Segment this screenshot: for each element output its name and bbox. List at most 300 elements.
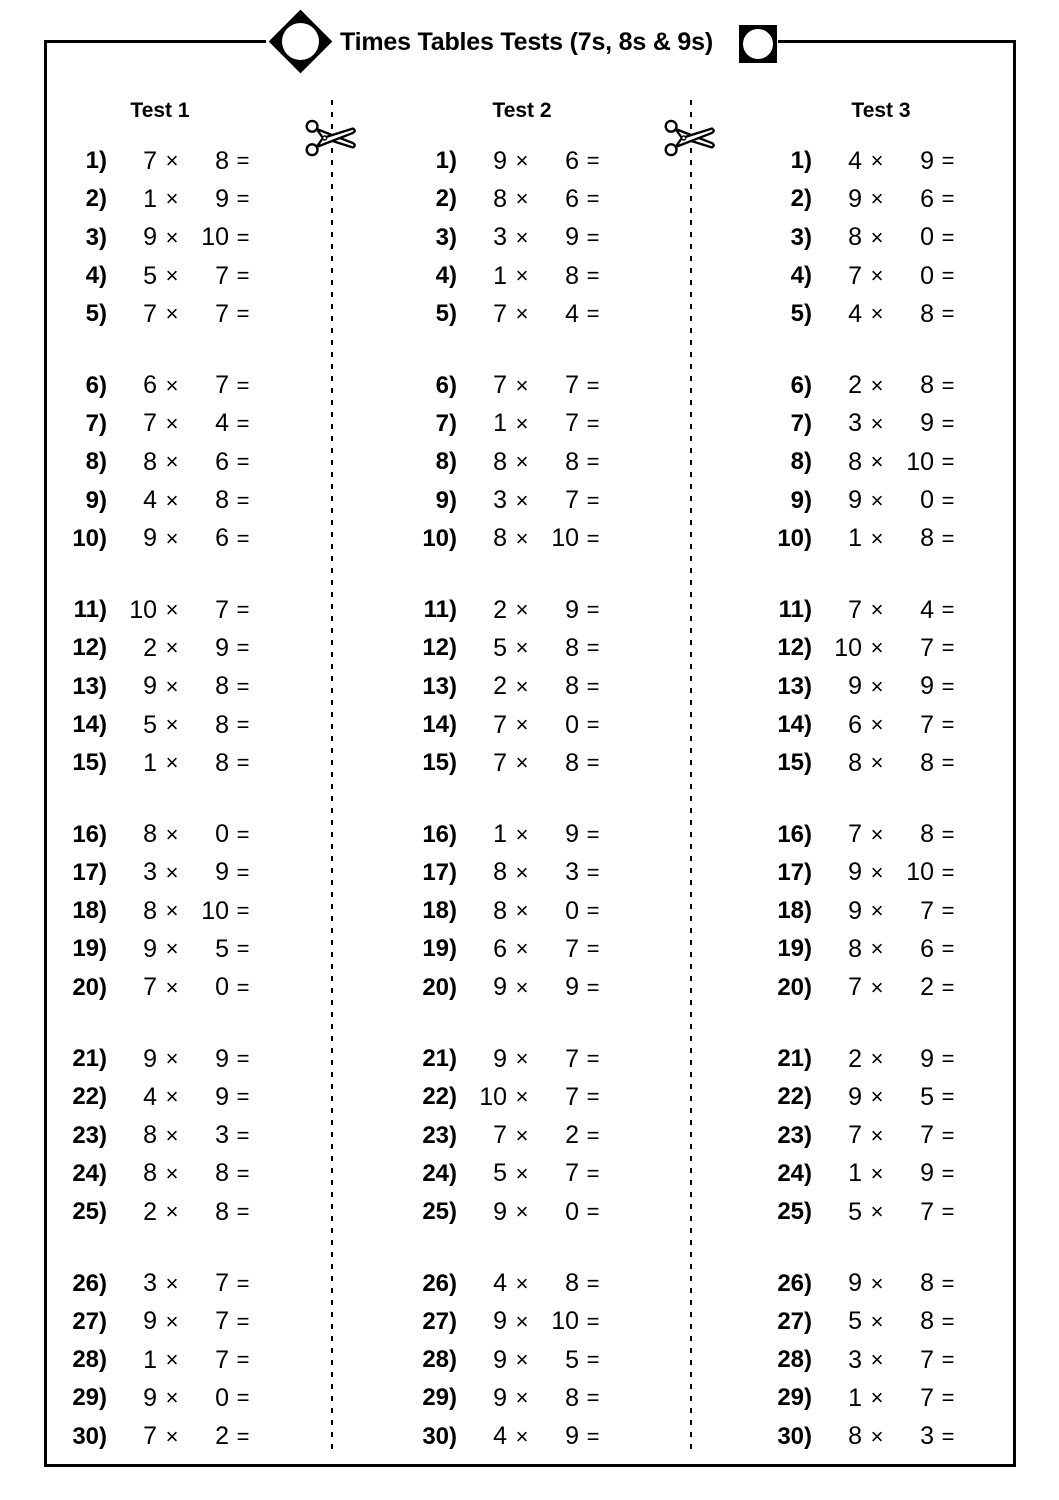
problem-row bbox=[760, 1303, 1000, 1341]
equals-sign: = bbox=[586, 1385, 600, 1411]
equals-sign: = bbox=[586, 224, 600, 250]
problem-row bbox=[760, 180, 1000, 218]
problem-number: 7) bbox=[790, 409, 812, 437]
answer-blank bbox=[255, 1121, 295, 1151]
operand-b: 9 bbox=[565, 820, 579, 849]
problem-row bbox=[405, 1379, 645, 1417]
operand-a: 8 bbox=[143, 820, 157, 849]
scissors-icon bbox=[663, 117, 717, 159]
times-icon: × bbox=[515, 1385, 529, 1411]
equals-sign: = bbox=[941, 525, 955, 551]
answer-blank bbox=[960, 261, 1000, 291]
operand-b: 4 bbox=[565, 299, 579, 328]
operand-a: 2 bbox=[143, 1197, 157, 1226]
answer-blank bbox=[960, 1197, 1000, 1227]
times-icon: × bbox=[870, 635, 884, 661]
problem-number: 24) bbox=[422, 1159, 457, 1187]
problem-number: 16) bbox=[72, 820, 107, 848]
equals-sign: = bbox=[941, 301, 955, 327]
times-icon: × bbox=[165, 712, 179, 737]
operand-b: 0 bbox=[215, 973, 229, 1002]
times-icon: × bbox=[870, 821, 884, 847]
operand-b: 3 bbox=[215, 1121, 229, 1150]
square-circle-icon-hole bbox=[743, 29, 773, 59]
times-icon: × bbox=[870, 1122, 884, 1148]
answer-blank bbox=[605, 973, 645, 1003]
times-icon: × bbox=[165, 449, 179, 475]
times-icon: × bbox=[870, 712, 884, 737]
problem-number: 2) bbox=[790, 185, 812, 213]
times-icon: × bbox=[515, 372, 529, 398]
operand-b: 5 bbox=[565, 1345, 579, 1374]
operand-a: 7 bbox=[848, 1121, 862, 1150]
operand-b: 10 bbox=[201, 223, 229, 252]
times-icon: × bbox=[515, 186, 529, 212]
problem-row bbox=[55, 706, 295, 744]
times-icon: × bbox=[515, 635, 529, 661]
equals-sign: = bbox=[236, 936, 250, 962]
operand-a: 9 bbox=[143, 223, 157, 252]
equals-sign: = bbox=[941, 410, 955, 436]
operand-a: 7 bbox=[848, 820, 862, 849]
operand-a: 9 bbox=[493, 1197, 507, 1226]
problem-row bbox=[760, 930, 1000, 968]
equals-sign: = bbox=[236, 673, 250, 699]
operand-a: 7 bbox=[143, 1422, 157, 1451]
equals-sign: = bbox=[236, 301, 250, 327]
problem-number: 10) bbox=[422, 524, 457, 552]
times-icon: × bbox=[870, 525, 884, 551]
problem-number: 16) bbox=[422, 820, 457, 848]
operand-b: 8 bbox=[215, 146, 229, 175]
problem-number: 26) bbox=[72, 1269, 107, 1297]
problem-number: 28) bbox=[422, 1346, 457, 1374]
equals-sign: = bbox=[586, 821, 600, 847]
problem-row bbox=[405, 219, 645, 257]
equals-sign: = bbox=[236, 1046, 250, 1072]
equals-sign: = bbox=[941, 750, 955, 776]
equals-sign: = bbox=[586, 1423, 600, 1449]
equals-sign: = bbox=[586, 1046, 600, 1072]
operand-a: 8 bbox=[848, 447, 862, 476]
problem-number: 12) bbox=[72, 634, 107, 662]
answer-blank bbox=[255, 1345, 295, 1375]
equals-sign: = bbox=[941, 1084, 955, 1110]
problem-number: 4) bbox=[435, 262, 457, 290]
equals-sign: = bbox=[941, 712, 955, 737]
equals-sign: = bbox=[941, 186, 955, 212]
equals-sign: = bbox=[586, 712, 600, 737]
operand-a: 8 bbox=[493, 524, 507, 553]
problem-row bbox=[55, 219, 295, 257]
operand-a: 9 bbox=[143, 1044, 157, 1073]
operand-a: 9 bbox=[848, 672, 862, 701]
times-icon: × bbox=[165, 1347, 179, 1373]
times-icon: × bbox=[870, 148, 884, 174]
equals-sign: = bbox=[586, 301, 600, 327]
times-icon: × bbox=[870, 936, 884, 962]
operand-a: 3 bbox=[143, 858, 157, 887]
equals-sign: = bbox=[236, 859, 250, 885]
answer-blank bbox=[960, 896, 1000, 926]
times-icon: × bbox=[515, 750, 529, 776]
answer-blank bbox=[960, 858, 1000, 888]
operand-a: 9 bbox=[143, 1383, 157, 1412]
problem-row bbox=[55, 591, 295, 629]
times-icon: × bbox=[515, 898, 529, 924]
equals-sign: = bbox=[941, 1199, 955, 1225]
operand-b: 7 bbox=[920, 633, 934, 662]
answer-blank bbox=[605, 748, 645, 778]
equals-sign: = bbox=[236, 1423, 250, 1449]
operand-a: 1 bbox=[493, 261, 507, 290]
problem-number: 20) bbox=[777, 973, 812, 1001]
equals-sign: = bbox=[941, 597, 955, 623]
problem-number: 14) bbox=[777, 711, 812, 738]
operand-b: 6 bbox=[565, 184, 579, 213]
problem-number: 11) bbox=[778, 596, 812, 624]
equals-sign: = bbox=[586, 410, 600, 436]
problem-number: 15) bbox=[777, 749, 812, 777]
equals-sign: = bbox=[586, 525, 600, 551]
answer-blank bbox=[255, 858, 295, 888]
times-icon: × bbox=[870, 263, 884, 289]
operand-b: 10 bbox=[201, 896, 229, 925]
problem-row bbox=[405, 481, 645, 519]
operand-a: 10 bbox=[479, 1082, 507, 1111]
problem-row bbox=[760, 257, 1000, 295]
problem-number: 8) bbox=[85, 448, 107, 476]
operand-a: 6 bbox=[848, 710, 862, 739]
answer-blank bbox=[255, 524, 295, 554]
problem-number: 22) bbox=[72, 1083, 107, 1111]
operand-b: 10 bbox=[906, 858, 934, 887]
answer-blank bbox=[605, 299, 645, 329]
answer-blank bbox=[255, 1044, 295, 1074]
problem-row bbox=[55, 1040, 295, 1078]
problem-number: 19) bbox=[777, 935, 812, 963]
equals-sign: = bbox=[586, 1270, 600, 1296]
answer-blank bbox=[255, 447, 295, 477]
equals-sign: = bbox=[586, 597, 600, 623]
answer-blank bbox=[605, 486, 645, 516]
problem-number: 29) bbox=[777, 1384, 812, 1412]
equals-sign: = bbox=[586, 673, 600, 699]
times-icon: × bbox=[165, 224, 179, 250]
operand-b: 3 bbox=[920, 1422, 934, 1451]
times-icon: × bbox=[165, 372, 179, 398]
operand-b: 8 bbox=[215, 486, 229, 515]
equals-sign: = bbox=[236, 597, 250, 623]
operand-b: 9 bbox=[215, 633, 229, 662]
times-icon: × bbox=[515, 1084, 529, 1110]
answer-blank bbox=[605, 1345, 645, 1375]
times-icon: × bbox=[870, 597, 884, 623]
operand-b: 8 bbox=[215, 1197, 229, 1226]
operand-b: 2 bbox=[565, 1121, 579, 1150]
problem-row bbox=[55, 443, 295, 481]
answer-blank bbox=[605, 633, 645, 663]
answer-blank bbox=[605, 1422, 645, 1452]
problem-number: 23) bbox=[72, 1121, 107, 1149]
equals-sign: = bbox=[941, 224, 955, 250]
problem-number: 29) bbox=[72, 1384, 107, 1412]
problem-row bbox=[405, 405, 645, 443]
equals-sign: = bbox=[236, 410, 250, 436]
operand-b: 6 bbox=[920, 934, 934, 963]
answer-blank bbox=[605, 184, 645, 214]
problem-number: 3) bbox=[435, 223, 457, 251]
operand-a: 9 bbox=[848, 1269, 862, 1298]
problem-row bbox=[760, 892, 1000, 930]
operand-b: 5 bbox=[215, 934, 229, 963]
times-icon: × bbox=[165, 487, 179, 513]
operand-a: 5 bbox=[493, 633, 507, 662]
operand-b: 9 bbox=[565, 223, 579, 252]
equals-sign: = bbox=[586, 263, 600, 289]
answer-blank bbox=[605, 820, 645, 850]
problem-row bbox=[760, 481, 1000, 519]
times-icon: × bbox=[165, 1385, 179, 1411]
operand-b: 8 bbox=[565, 748, 579, 777]
operand-b: 10 bbox=[906, 447, 934, 476]
answer-blank bbox=[255, 486, 295, 516]
operand-b: 7 bbox=[215, 595, 229, 624]
answer-blank bbox=[960, 1269, 1000, 1299]
problem-row bbox=[55, 180, 295, 218]
answer-blank bbox=[605, 710, 645, 740]
problem-row bbox=[405, 1303, 645, 1341]
problem-number: 7) bbox=[85, 409, 107, 437]
equals-sign: = bbox=[941, 673, 955, 699]
equals-sign: = bbox=[236, 487, 250, 513]
operand-a: 2 bbox=[493, 595, 507, 624]
problem-number: 28) bbox=[777, 1346, 812, 1374]
times-icon: × bbox=[515, 859, 529, 885]
test-column-2 bbox=[405, 142, 645, 1456]
answer-blank bbox=[255, 633, 295, 663]
problem-row bbox=[405, 366, 645, 404]
equals-sign: = bbox=[586, 148, 600, 174]
answer-blank bbox=[960, 223, 1000, 253]
problem-row bbox=[760, 629, 1000, 667]
equals-sign: = bbox=[586, 1199, 600, 1225]
equals-sign: = bbox=[586, 186, 600, 212]
problem-row bbox=[405, 1264, 645, 1302]
operand-b: 7 bbox=[565, 486, 579, 515]
problem-row bbox=[55, 1303, 295, 1341]
times-icon: × bbox=[165, 898, 179, 924]
problem-number: 27) bbox=[422, 1307, 457, 1335]
times-icon: × bbox=[165, 974, 179, 1000]
equals-sign: = bbox=[941, 936, 955, 962]
operand-b: 7 bbox=[920, 1121, 934, 1150]
times-icon: × bbox=[515, 1046, 529, 1072]
operand-b: 8 bbox=[565, 1383, 579, 1412]
problem-row bbox=[55, 520, 295, 558]
operand-a: 9 bbox=[493, 1345, 507, 1374]
times-icon: × bbox=[870, 1385, 884, 1411]
equals-sign: = bbox=[586, 1347, 600, 1373]
problem-row bbox=[55, 295, 295, 333]
operand-a: 7 bbox=[143, 409, 157, 438]
problem-number: 6) bbox=[435, 371, 457, 399]
operand-b: 8 bbox=[920, 1307, 934, 1336]
problem-row bbox=[55, 744, 295, 782]
times-icon: × bbox=[165, 1423, 179, 1449]
operand-b: 0 bbox=[920, 486, 934, 515]
answer-blank bbox=[255, 973, 295, 1003]
answer-blank bbox=[605, 1307, 645, 1337]
operand-a: 9 bbox=[493, 973, 507, 1002]
operand-b: 3 bbox=[565, 858, 579, 887]
operand-a: 9 bbox=[848, 858, 862, 887]
equals-sign: = bbox=[941, 1347, 955, 1373]
problem-row bbox=[405, 591, 645, 629]
times-icon: × bbox=[870, 449, 884, 475]
problem-number: 27) bbox=[72, 1307, 107, 1335]
times-icon: × bbox=[165, 597, 179, 623]
operand-b: 6 bbox=[920, 184, 934, 213]
problem-row bbox=[760, 1040, 1000, 1078]
equals-sign: = bbox=[941, 1385, 955, 1411]
answer-blank bbox=[605, 1383, 645, 1413]
operand-b: 9 bbox=[565, 973, 579, 1002]
answer-blank bbox=[605, 409, 645, 439]
problem-number: 28) bbox=[72, 1346, 107, 1374]
operand-a: 9 bbox=[493, 1383, 507, 1412]
times-icon: × bbox=[515, 301, 529, 327]
problem-row bbox=[405, 1341, 645, 1379]
equals-sign: = bbox=[236, 449, 250, 475]
operand-a: 3 bbox=[143, 1269, 157, 1298]
operand-a: 8 bbox=[493, 447, 507, 476]
operand-a: 7 bbox=[493, 1121, 507, 1150]
times-icon: × bbox=[870, 186, 884, 212]
operand-a: 4 bbox=[493, 1269, 507, 1298]
operand-b: 7 bbox=[920, 1383, 934, 1412]
operand-b: 4 bbox=[215, 409, 229, 438]
answer-blank bbox=[960, 409, 1000, 439]
problem-row bbox=[405, 295, 645, 333]
operand-a: 8 bbox=[143, 447, 157, 476]
equals-sign: = bbox=[941, 1160, 955, 1186]
problem-number: 23) bbox=[422, 1121, 457, 1149]
operand-a: 6 bbox=[143, 371, 157, 400]
problem-number: 24) bbox=[72, 1159, 107, 1187]
problem-row bbox=[760, 520, 1000, 558]
equals-sign: = bbox=[236, 635, 250, 661]
problem-number: 20) bbox=[72, 973, 107, 1001]
equals-sign: = bbox=[236, 263, 250, 289]
problem-row bbox=[55, 815, 295, 853]
problem-row bbox=[760, 1379, 1000, 1417]
operand-a: 3 bbox=[848, 409, 862, 438]
problem-row bbox=[760, 1155, 1000, 1193]
times-icon: × bbox=[870, 898, 884, 924]
equals-sign: = bbox=[236, 186, 250, 212]
operand-b: 7 bbox=[920, 710, 934, 739]
answer-blank bbox=[960, 184, 1000, 214]
problem-number: 15) bbox=[422, 749, 457, 777]
operand-a: 9 bbox=[848, 184, 862, 213]
problem-number: 14) bbox=[422, 711, 457, 738]
times-icon: × bbox=[165, 1046, 179, 1072]
operand-a: 8 bbox=[493, 858, 507, 887]
answer-blank bbox=[960, 371, 1000, 401]
equals-sign: = bbox=[941, 898, 955, 924]
answer-blank bbox=[960, 524, 1000, 554]
test-column-3 bbox=[760, 142, 1000, 1456]
problem-row bbox=[405, 1418, 645, 1456]
problem-row bbox=[760, 1341, 1000, 1379]
operand-b: 9 bbox=[920, 672, 934, 701]
operand-a: 8 bbox=[143, 1121, 157, 1150]
operand-a: 8 bbox=[848, 748, 862, 777]
problem-number: 9) bbox=[435, 486, 457, 514]
problem-number: 22) bbox=[422, 1083, 457, 1111]
equals-sign: = bbox=[941, 1046, 955, 1072]
operand-b: 8 bbox=[920, 748, 934, 777]
problem-number: 15) bbox=[72, 749, 107, 777]
times-icon: × bbox=[870, 301, 884, 327]
times-icon: × bbox=[515, 410, 529, 436]
equals-sign: = bbox=[586, 898, 600, 924]
problem-row bbox=[55, 1418, 295, 1456]
operand-b: 8 bbox=[920, 1269, 934, 1298]
operand-a: 7 bbox=[143, 146, 157, 175]
times-icon: × bbox=[515, 974, 529, 1000]
answer-blank bbox=[960, 934, 1000, 964]
problem-number: 29) bbox=[422, 1384, 457, 1412]
answer-blank bbox=[605, 371, 645, 401]
operand-b: 8 bbox=[565, 672, 579, 701]
times-icon: × bbox=[870, 1160, 884, 1186]
problem-number: 5) bbox=[435, 300, 457, 328]
problem-row bbox=[55, 1117, 295, 1155]
answer-blank bbox=[255, 1383, 295, 1413]
times-icon: × bbox=[515, 1199, 529, 1225]
operand-b: 9 bbox=[565, 595, 579, 624]
operand-a: 3 bbox=[493, 486, 507, 515]
problem-row bbox=[760, 405, 1000, 443]
answer-blank bbox=[960, 1383, 1000, 1413]
times-icon: × bbox=[165, 859, 179, 885]
operand-b: 9 bbox=[215, 184, 229, 213]
operand-a: 7 bbox=[848, 973, 862, 1002]
answer-blank bbox=[255, 595, 295, 625]
problem-number: 4) bbox=[85, 262, 107, 290]
times-icon: × bbox=[515, 1122, 529, 1148]
answer-blank bbox=[255, 934, 295, 964]
operand-b: 7 bbox=[215, 1269, 229, 1298]
problem-number: 8) bbox=[435, 448, 457, 476]
problem-number: 5) bbox=[85, 300, 107, 328]
answer-blank bbox=[255, 672, 295, 702]
problem-number: 17) bbox=[777, 858, 812, 886]
problem-row bbox=[405, 969, 645, 1007]
operand-a: 7 bbox=[493, 748, 507, 777]
operand-a: 1 bbox=[493, 409, 507, 438]
problem-row bbox=[760, 668, 1000, 706]
problem-number: 19) bbox=[72, 935, 107, 963]
problem-row bbox=[760, 706, 1000, 744]
answer-blank bbox=[605, 595, 645, 625]
equals-sign: = bbox=[236, 1199, 250, 1225]
operand-a: 9 bbox=[848, 896, 862, 925]
operand-b: 8 bbox=[215, 672, 229, 701]
problem-row bbox=[405, 1155, 645, 1193]
